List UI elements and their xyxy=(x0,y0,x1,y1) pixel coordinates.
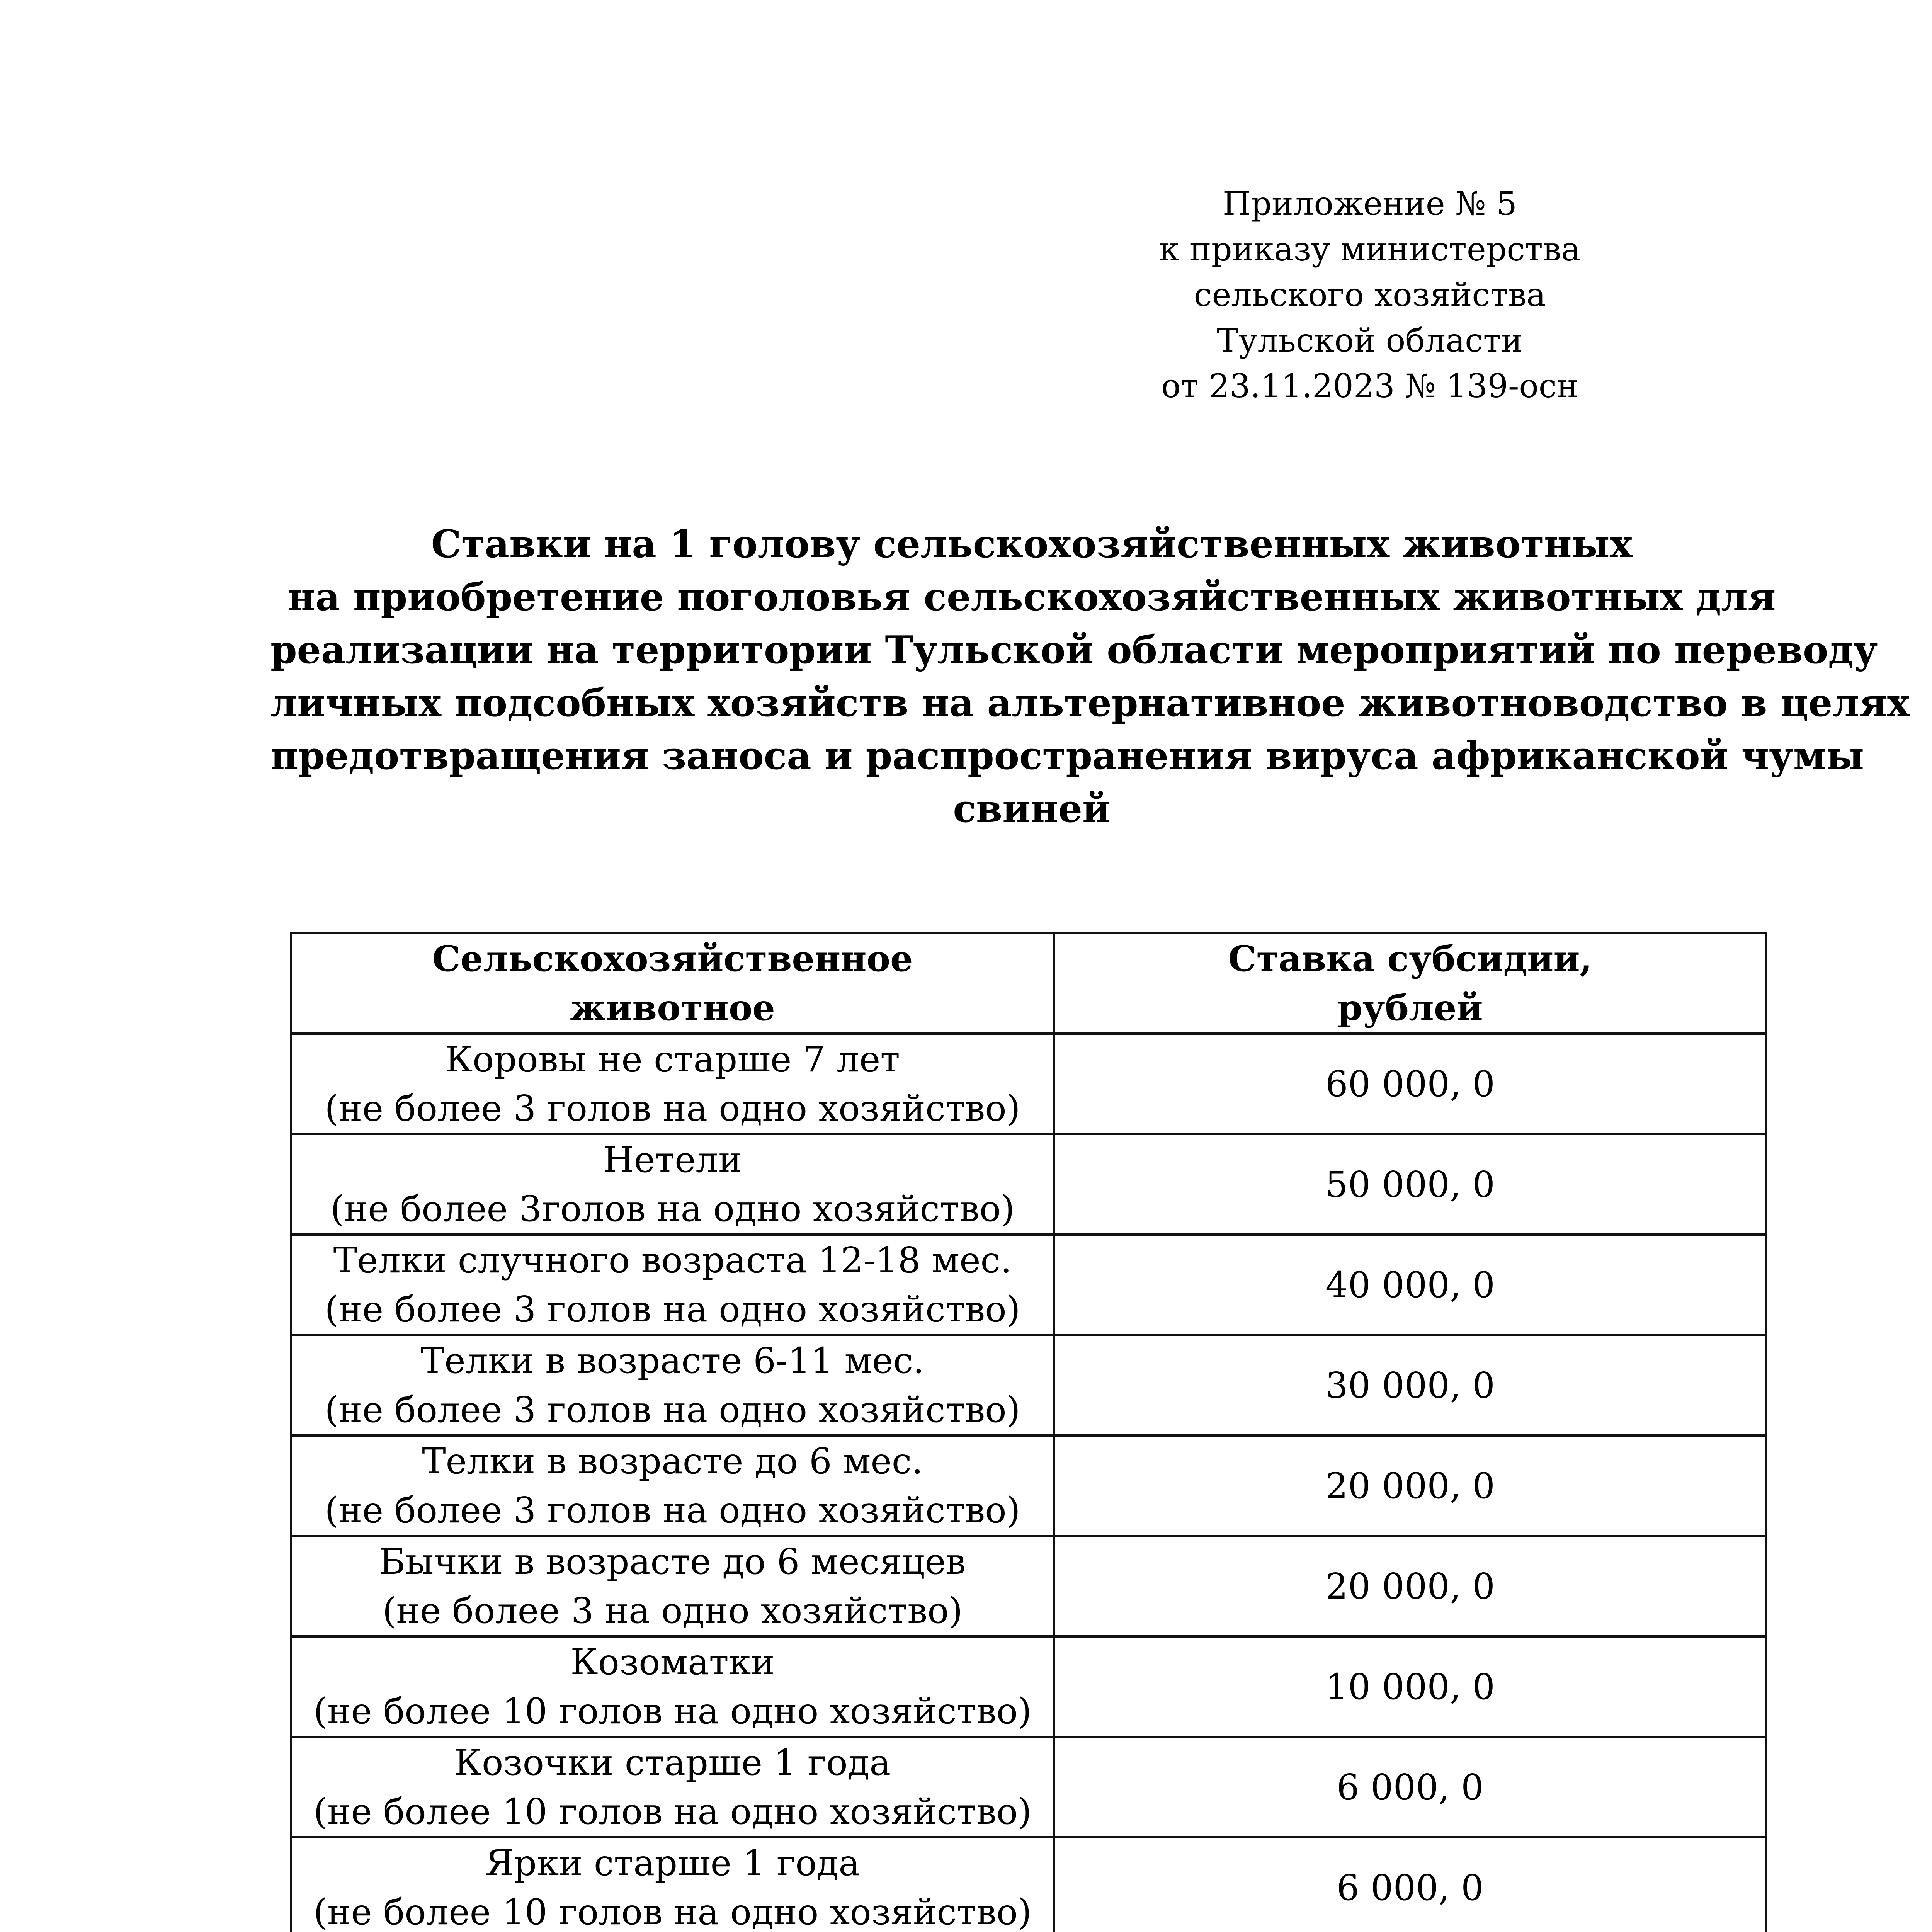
appendix-line: от 23.11.2023 № 139-осн xyxy=(1161,367,1578,405)
table-header-row xyxy=(291,933,1766,1034)
header-rate-line1: Ставка субсидии, xyxy=(1228,938,1592,980)
animal-limit: (не более 3 голов на одно хозяйство) xyxy=(325,1389,1020,1430)
animal-limit: (не более 10 голов на одно хозяйство) xyxy=(313,1891,1032,1932)
animal-name: Нетели xyxy=(603,1139,742,1180)
animal-cell xyxy=(291,1837,1054,1932)
rates-table xyxy=(290,932,1767,1932)
animal-limit: (не более 3 голов на одно хозяйство) xyxy=(325,1490,1020,1531)
animal-name: Бычки в возрасте до 6 месяцев xyxy=(379,1541,966,1582)
table-row xyxy=(291,1235,1766,1335)
animal-cell xyxy=(291,1134,1054,1235)
animal-cell xyxy=(291,1435,1054,1536)
animal-limit: (не более 10 голов на одно хозяйство) xyxy=(313,1791,1032,1832)
table-row xyxy=(291,1737,1766,1837)
rate-cell: 50 000, 0 xyxy=(1054,1134,1766,1235)
animal-limit: (не более 3 на одно хозяйство) xyxy=(382,1590,963,1631)
rate-cell: 20 000, 0 xyxy=(1054,1435,1766,1536)
animal-limit: (не более 10 голов на одно хозяйство) xyxy=(313,1690,1032,1732)
table-row xyxy=(291,1837,1766,1932)
header-animal-line2: животное xyxy=(570,987,775,1029)
animal-cell xyxy=(291,1536,1054,1636)
animal-name: Козочки старше 1 года xyxy=(454,1742,891,1783)
animal-cell xyxy=(291,1335,1054,1435)
animal-name: Коровы не старше 7 лет xyxy=(445,1039,900,1080)
rate-cell: 20 000, 0 xyxy=(1054,1536,1766,1636)
table-row xyxy=(291,1636,1766,1737)
rate-cell: 40 000, 0 xyxy=(1054,1235,1766,1335)
appendix-line: к приказу министерства xyxy=(1159,230,1581,268)
animal-name: Телки в возрасте до 6 мес. xyxy=(422,1440,923,1482)
animal-cell xyxy=(291,1235,1054,1335)
animal-cell xyxy=(291,1034,1054,1134)
rate-cell: 10 000, 0 xyxy=(1054,1636,1766,1737)
animal-name: Телки случного возраста 12-18 мес. xyxy=(333,1240,1012,1281)
animal-limit: (не более 3 голов на одно хозяйство) xyxy=(325,1088,1020,1129)
table-row xyxy=(291,1335,1766,1435)
animal-cell xyxy=(291,1737,1054,1837)
appendix-line: Тульской области xyxy=(1217,321,1523,359)
title-line: реализации на территории Тульской области мероприятий по переводу xyxy=(270,628,1878,672)
rate-cell: 6 000, 0 xyxy=(1054,1837,1766,1932)
animal-name: Ярки старше 1 года xyxy=(485,1842,860,1884)
appendix-block xyxy=(1144,181,1596,409)
header-rate-line2: рублей xyxy=(1337,987,1483,1029)
appendix-line: Приложение № 5 xyxy=(1223,185,1517,223)
title-line: на приобретение поголовья сельскохозяйственных животных для xyxy=(287,575,1776,619)
header-rate xyxy=(1054,933,1766,1034)
header-animal xyxy=(291,933,1054,1034)
table-row xyxy=(291,1536,1766,1636)
document-title xyxy=(270,518,1910,835)
title-line: личных подсобных хозяйств на альтернативное животноводство в целях xyxy=(270,681,1910,725)
rate-cell: 30 000, 0 xyxy=(1054,1335,1766,1435)
animal-name: Телки в возрасте 6-11 мес. xyxy=(420,1340,925,1381)
animal-cell xyxy=(291,1636,1054,1737)
appendix-line: сельского хозяйства xyxy=(1194,276,1546,314)
table-row xyxy=(291,1435,1766,1536)
header-animal-line1: Сельскохозяйственное xyxy=(432,938,913,980)
table-row xyxy=(291,1034,1766,1134)
animal-limit: (не более 3голов на одно хозяйство) xyxy=(330,1188,1015,1230)
title-line: Ставки на 1 голову сельскохозяйственных животных xyxy=(431,522,1633,566)
table-row xyxy=(291,1134,1766,1235)
animal-name: Козоматки xyxy=(570,1641,775,1683)
rate-cell: 60 000, 0 xyxy=(1054,1034,1766,1134)
rate-cell: 6 000, 0 xyxy=(1054,1737,1766,1837)
animal-limit: (не более 3 голов на одно хозяйство) xyxy=(325,1289,1020,1330)
title-line: свиней xyxy=(953,787,1111,831)
title-line: предотвращения заноса и распространения вируса африканской чумы xyxy=(270,734,1864,778)
